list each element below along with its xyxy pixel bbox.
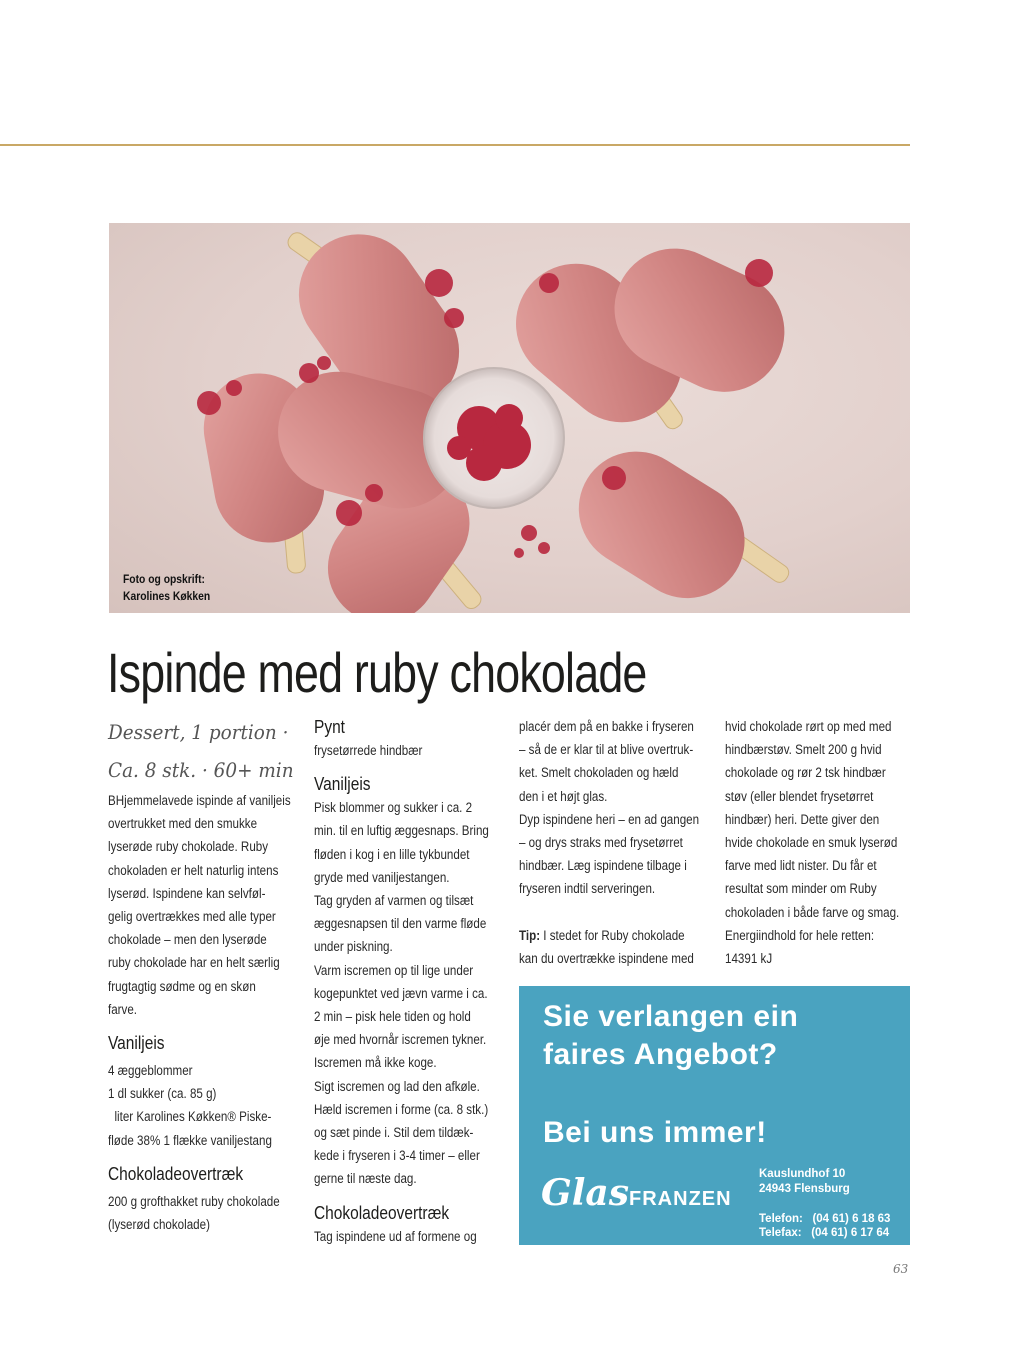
credit-line: Foto og opskrift: [123,572,205,586]
column-1 [108,715,298,1236]
page-number: 63 [893,1262,909,1276]
text-line: – så de er klar til at blive overtruk- [519,742,694,758]
column-4 [725,715,915,970]
text-line: frugtagtig sødme og en skøn [108,978,256,994]
text-line: overtrukket med den smukke [108,816,258,832]
text-line: Tag ispindene ud af formene og [314,1228,477,1244]
ingredient-line: (lyserød chokolade) [108,1217,210,1233]
ingredient-line: liter Karolines Køkken® Piske- [108,1109,272,1125]
column-3 [519,715,709,970]
tip-text: I stedet for Ruby chokolade [540,927,685,943]
text-line: kogepunktet ved jævn varme i ca. [314,985,488,1001]
popsicle-illustration [109,223,910,613]
ad-street: Kauslundhof 10 [759,1168,846,1180]
intro-text [108,789,298,1021]
ingredient-line: fløde 38% 1 flække vaniljestang [108,1132,272,1148]
text-line: chokolade og rør 2 tsk hindbær [725,765,886,781]
text-line: Iscremen må ikke koge. [314,1055,437,1071]
text-line: chokoladen er helt naturlig intens [108,862,279,878]
text-line: 14391 kJ [725,951,773,967]
text-line: farve med lidt nister. Du får et [725,858,877,874]
ad-city: 24943 Flensburg [759,1183,850,1195]
glasfranzen-ad[interactable] [519,986,910,1245]
text-line: min. til en luftig æggesnaps. Bring [314,823,489,839]
ingredient-line: 4 æggeblommer [108,1063,193,1079]
text-line: æggesnapsen til den varme fløde [314,916,487,932]
text-line: placér dem på en bakke i fryseren [519,719,694,734]
ad-fax: Telefax: (04 61) 6 17 64 [759,1227,890,1239]
text-line: 2 min – pisk hele tiden og hold [314,1009,471,1025]
text-line: den i et højt glas. [519,788,608,804]
text-line: BHjemmelavede ispinde af vaniljeis [108,793,291,808]
text-line: støv (eller blendet frysetørret [725,788,874,804]
text-line: gryde med vaniljestangen. [314,869,450,885]
ad-headline: Bei uns immer! [543,1116,767,1149]
text-line: lyserøde ruby chokolade. Ruby [108,839,269,855]
text-line: fløden i kog i en lille tykbundet [314,846,470,862]
text-line: Tag gryden af varmen og tilsæt [314,893,474,909]
section-heading: Vaniljeis [108,1033,165,1054]
section-heading: Vaniljeis [314,774,371,795]
text-line: hvid chokolade rørt op med med [725,719,892,734]
text-line: og sæt pinde i. Stil dem tildæk- [314,1125,474,1141]
text-line: gerne til næste dag. [314,1171,417,1187]
text-line: under piskning. [314,939,393,955]
text-line: hindbærstøv. Smelt 200 g hvid [725,742,882,758]
section-heading: Chokoladeovertræk [314,1202,450,1223]
popsicle-photo [109,223,910,613]
text-line: – og drys straks med frysetørret [519,835,683,851]
text-line: øje med hvornår iscremen tykner. [314,1032,487,1048]
recipe-title: Ispinde med ruby chokolade [107,641,647,704]
ad-headline: Sie verlangen ein [543,1000,799,1033]
text-line: hvide chokolade en smuk lyserød [725,835,898,851]
text-line: lyserød. Ispindene kan selvføl- [108,885,266,901]
meta-line: Dessert, 1 portion · [108,720,289,744]
tip-line [519,924,685,947]
text-line: kan du overtrække ispindene med [519,950,694,966]
photo-credit [123,571,210,605]
text-line: Sigt iscremen og lad den afkøle. [314,1078,480,1094]
text-line: gelig overtrækkes med alle typer [108,909,276,925]
ad-phone: Telefon: (04 61) 6 18 63 [759,1213,891,1225]
text-line: ruby chokolade har en helt særlig [108,955,280,971]
text-line: Energiindhold for hele retten: [725,927,875,943]
logo-script: Glas [541,1172,630,1214]
logo-caps: FRANZEN [629,1188,732,1210]
meta-line: Ca. 8 stk. · 60+ min [108,758,294,782]
text-line: Pisk blommer og sukker i ca. 2 [314,800,473,816]
tip-label: Tip: [519,927,541,943]
section-heading: Pynt [314,717,345,737]
recipe-meta [108,713,298,789]
text-line: Hæld iscremen i forme (ca. 8 stk.) [314,1101,489,1117]
credit-line: Karolines Køkken [123,589,211,603]
ingredient-line: 200 g grofthakket ruby chokolade [108,1193,280,1209]
text-line: chokolade – men den lyserøde [108,932,267,948]
text-line: resultat som minder om Ruby [725,881,877,897]
ingredient-line: frysetørrede hindbær [314,743,423,758]
text-line: hindbær) heri. Dette giver den [725,811,880,827]
header-rule [0,144,910,146]
section-heading: Chokoladeovertræk [108,1163,244,1184]
ad-headline: faires Angebot? [543,1038,778,1071]
text-line: Varm iscremen op til lige under [314,962,474,978]
text-line: hindbær. Læg ispindene tilbage i [519,858,687,874]
ingredient-line: 1 dl sukker (ca. 85 g) [108,1086,217,1102]
text-line: fryseren indtil serveringen. [519,881,656,897]
text-line: ket. Smelt chokoladen og hæld [519,765,679,781]
text-line: farve. [108,1001,138,1017]
text-line: kede i fryseren i 3-4 timer – eller [314,1148,480,1164]
column-2 [314,715,504,1248]
glasfranzen-logo [541,1172,732,1214]
text-line: Dyp ispindene heri – en ad gangen [519,811,700,827]
text-line: chokoladen i både farve og smag. [725,904,900,920]
